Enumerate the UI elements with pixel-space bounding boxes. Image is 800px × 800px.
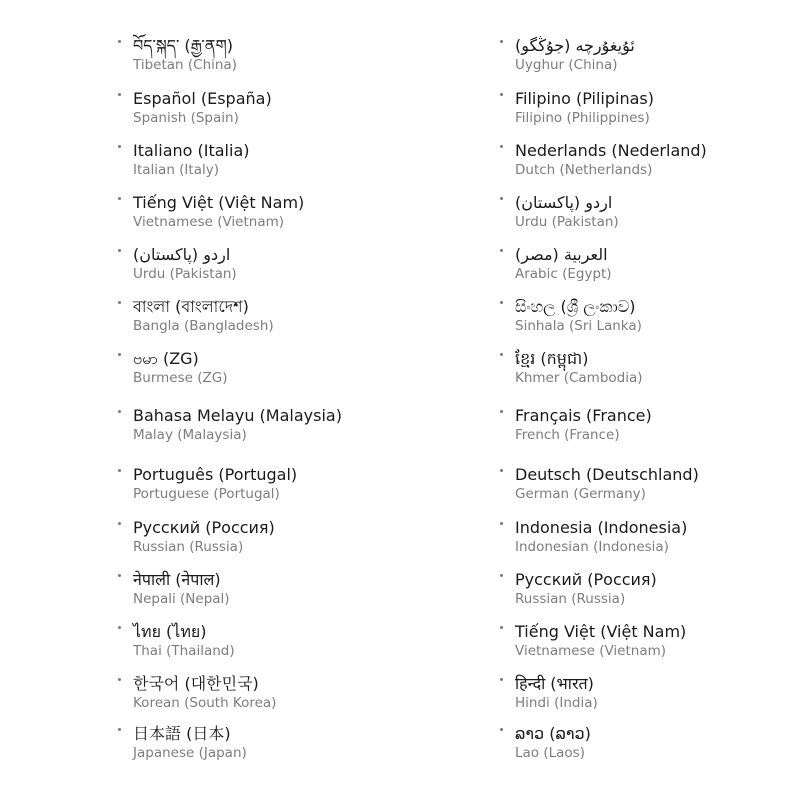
language-english-name: Vietnamese (Vietnam) [515, 643, 667, 659]
language-option[interactable] [500, 406, 800, 454]
language-english-name: Urdu (Pakistan) [515, 214, 619, 230]
language-native-name: ئۇيغۇرچە (جۇڭگو) [515, 36, 635, 55]
language-native-name: 日本語 (日本) [133, 724, 231, 743]
language-option[interactable] [500, 297, 800, 345]
bullet-icon [500, 93, 503, 96]
language-english-name: Hindi (India) [515, 695, 598, 711]
language-english-name: Filipino (Philippines) [515, 110, 650, 126]
language-english-name: Tibetan (China) [133, 57, 237, 73]
language-option[interactable] [118, 193, 478, 241]
language-english-name: German (Germany) [515, 486, 646, 502]
language-native-name: বাংলা (বাংলাদেশ) [133, 297, 249, 316]
bullet-icon [500, 249, 503, 252]
language-english-name: Spanish (Spain) [133, 110, 239, 126]
language-english-name: Russian (Russia) [133, 539, 244, 555]
language-native-name: नेपाली (नेपाल) [133, 570, 221, 589]
language-option[interactable] [118, 89, 478, 137]
bullet-icon [500, 301, 503, 304]
language-option[interactable] [118, 349, 478, 397]
language-english-name: Portuguese (Portugal) [133, 486, 280, 502]
language-option[interactable] [118, 297, 478, 345]
bullet-icon [500, 678, 503, 681]
language-english-name: Arabic (Egypt) [515, 266, 612, 282]
language-option[interactable] [118, 465, 478, 513]
language-option[interactable] [500, 36, 800, 84]
language-native-name: བོད་སྐད་ (རྒྱ་ནག) [133, 36, 233, 55]
language-native-name: Español (España) [133, 89, 272, 108]
language-native-name: සිංහල (ශ්‍රී ලංකාව) [515, 297, 636, 316]
language-english-name: Russian (Russia) [515, 591, 626, 607]
bullet-icon [118, 469, 121, 472]
language-english-name: Korean (South Korea) [133, 695, 277, 711]
language-option[interactable] [500, 570, 800, 618]
language-native-name: ဗမာ (ZG) [133, 349, 199, 368]
bullet-icon [500, 353, 503, 356]
bullet-icon [500, 40, 503, 43]
language-english-name: Dutch (Netherlands) [515, 162, 653, 178]
language-native-name: اردو (پاکستان) [515, 193, 613, 212]
bullet-icon [118, 626, 121, 629]
language-native-name: Tiếng Việt (Việt Nam) [515, 622, 687, 641]
language-option[interactable] [500, 89, 800, 137]
bullet-icon [118, 410, 121, 413]
language-option[interactable] [500, 724, 800, 772]
language-english-name: Italian (Italy) [133, 162, 219, 178]
bullet-icon [500, 145, 503, 148]
language-english-name: Sinhala (Sri Lanka) [515, 318, 642, 334]
language-native-name: Nederlands (Nederland) [515, 141, 707, 160]
language-native-name: हिन्दी (भारत) [515, 674, 594, 693]
language-native-name: Bahasa Melayu (Malaysia) [133, 406, 342, 425]
language-native-name: Tiếng Việt (Việt Nam) [133, 193, 305, 212]
language-option[interactable] [118, 674, 478, 722]
language-option[interactable] [500, 193, 800, 241]
language-native-name: 한국어 (대한민국) [133, 674, 259, 693]
language-option[interactable] [118, 570, 478, 618]
bullet-icon [118, 522, 121, 525]
language-option[interactable] [500, 141, 800, 189]
language-english-name: Lao (Laos) [515, 745, 585, 761]
language-native-name: Italiano (Italia) [133, 141, 250, 160]
bullet-icon [118, 728, 121, 731]
language-native-name: Русский (Россия) [133, 518, 275, 537]
language-native-name: ไทย (ไทย) [133, 622, 207, 641]
language-native-name: Français (France) [515, 406, 652, 425]
language-english-name: Nepali (Nepal) [133, 591, 230, 607]
language-option[interactable] [500, 245, 800, 293]
language-native-name: اردو (پاکستان) [133, 245, 231, 264]
language-option[interactable] [500, 674, 800, 722]
language-option[interactable] [118, 36, 478, 84]
bullet-icon [500, 626, 503, 629]
language-native-name: Filipino (Pilipinas) [515, 89, 654, 108]
bullet-icon [118, 145, 121, 148]
language-option[interactable] [118, 141, 478, 189]
bullet-icon [500, 728, 503, 731]
language-option[interactable] [500, 518, 800, 566]
language-option[interactable] [500, 465, 800, 513]
language-native-name: العربية (مصر) [515, 245, 608, 264]
bullet-icon [118, 574, 121, 577]
bullet-icon [118, 301, 121, 304]
language-option[interactable] [500, 622, 800, 670]
language-option[interactable] [118, 245, 478, 293]
language-option[interactable] [118, 724, 478, 772]
bullet-icon [118, 197, 121, 200]
language-native-name: ລາວ (ລາວ) [515, 724, 591, 743]
language-native-name: Deutsch (Deutschland) [515, 465, 699, 484]
language-option[interactable] [500, 349, 800, 397]
language-english-name: Vietnamese (Vietnam) [133, 214, 285, 230]
bullet-icon [118, 249, 121, 252]
language-native-name: ខ្មែរ (កម្ពុជា) [515, 349, 589, 368]
language-native-name: Indonesia (Indonesia) [515, 518, 688, 537]
language-column-left [118, 0, 488, 800]
bullet-icon [118, 93, 121, 96]
bullet-icon [500, 469, 503, 472]
language-english-name: Malay (Malaysia) [133, 427, 247, 443]
bullet-icon [500, 197, 503, 200]
language-native-name: Русский (Россия) [515, 570, 657, 589]
bullet-icon [118, 40, 121, 43]
language-english-name: Bangla (Bangladesh) [133, 318, 274, 334]
language-english-name: French (France) [515, 427, 620, 443]
bullet-icon [118, 678, 121, 681]
language-option[interactable] [118, 518, 478, 566]
language-column-right [500, 0, 800, 800]
language-option[interactable] [118, 406, 478, 454]
bullet-icon [500, 574, 503, 577]
language-english-name: Thai (Thailand) [133, 643, 235, 659]
bullet-icon [500, 410, 503, 413]
bullet-icon [118, 353, 121, 356]
language-english-name: Indonesian (Indonesia) [515, 539, 669, 555]
language-english-name: Burmese (ZG) [133, 370, 228, 386]
language-option[interactable] [118, 622, 478, 670]
language-english-name: Khmer (Cambodia) [515, 370, 643, 386]
language-english-name: Japanese (Japan) [133, 745, 247, 761]
bullet-icon [500, 522, 503, 525]
language-english-name: Uyghur (China) [515, 57, 618, 73]
language-english-name: Urdu (Pakistan) [133, 266, 237, 282]
language-native-name: Português (Portugal) [133, 465, 298, 484]
